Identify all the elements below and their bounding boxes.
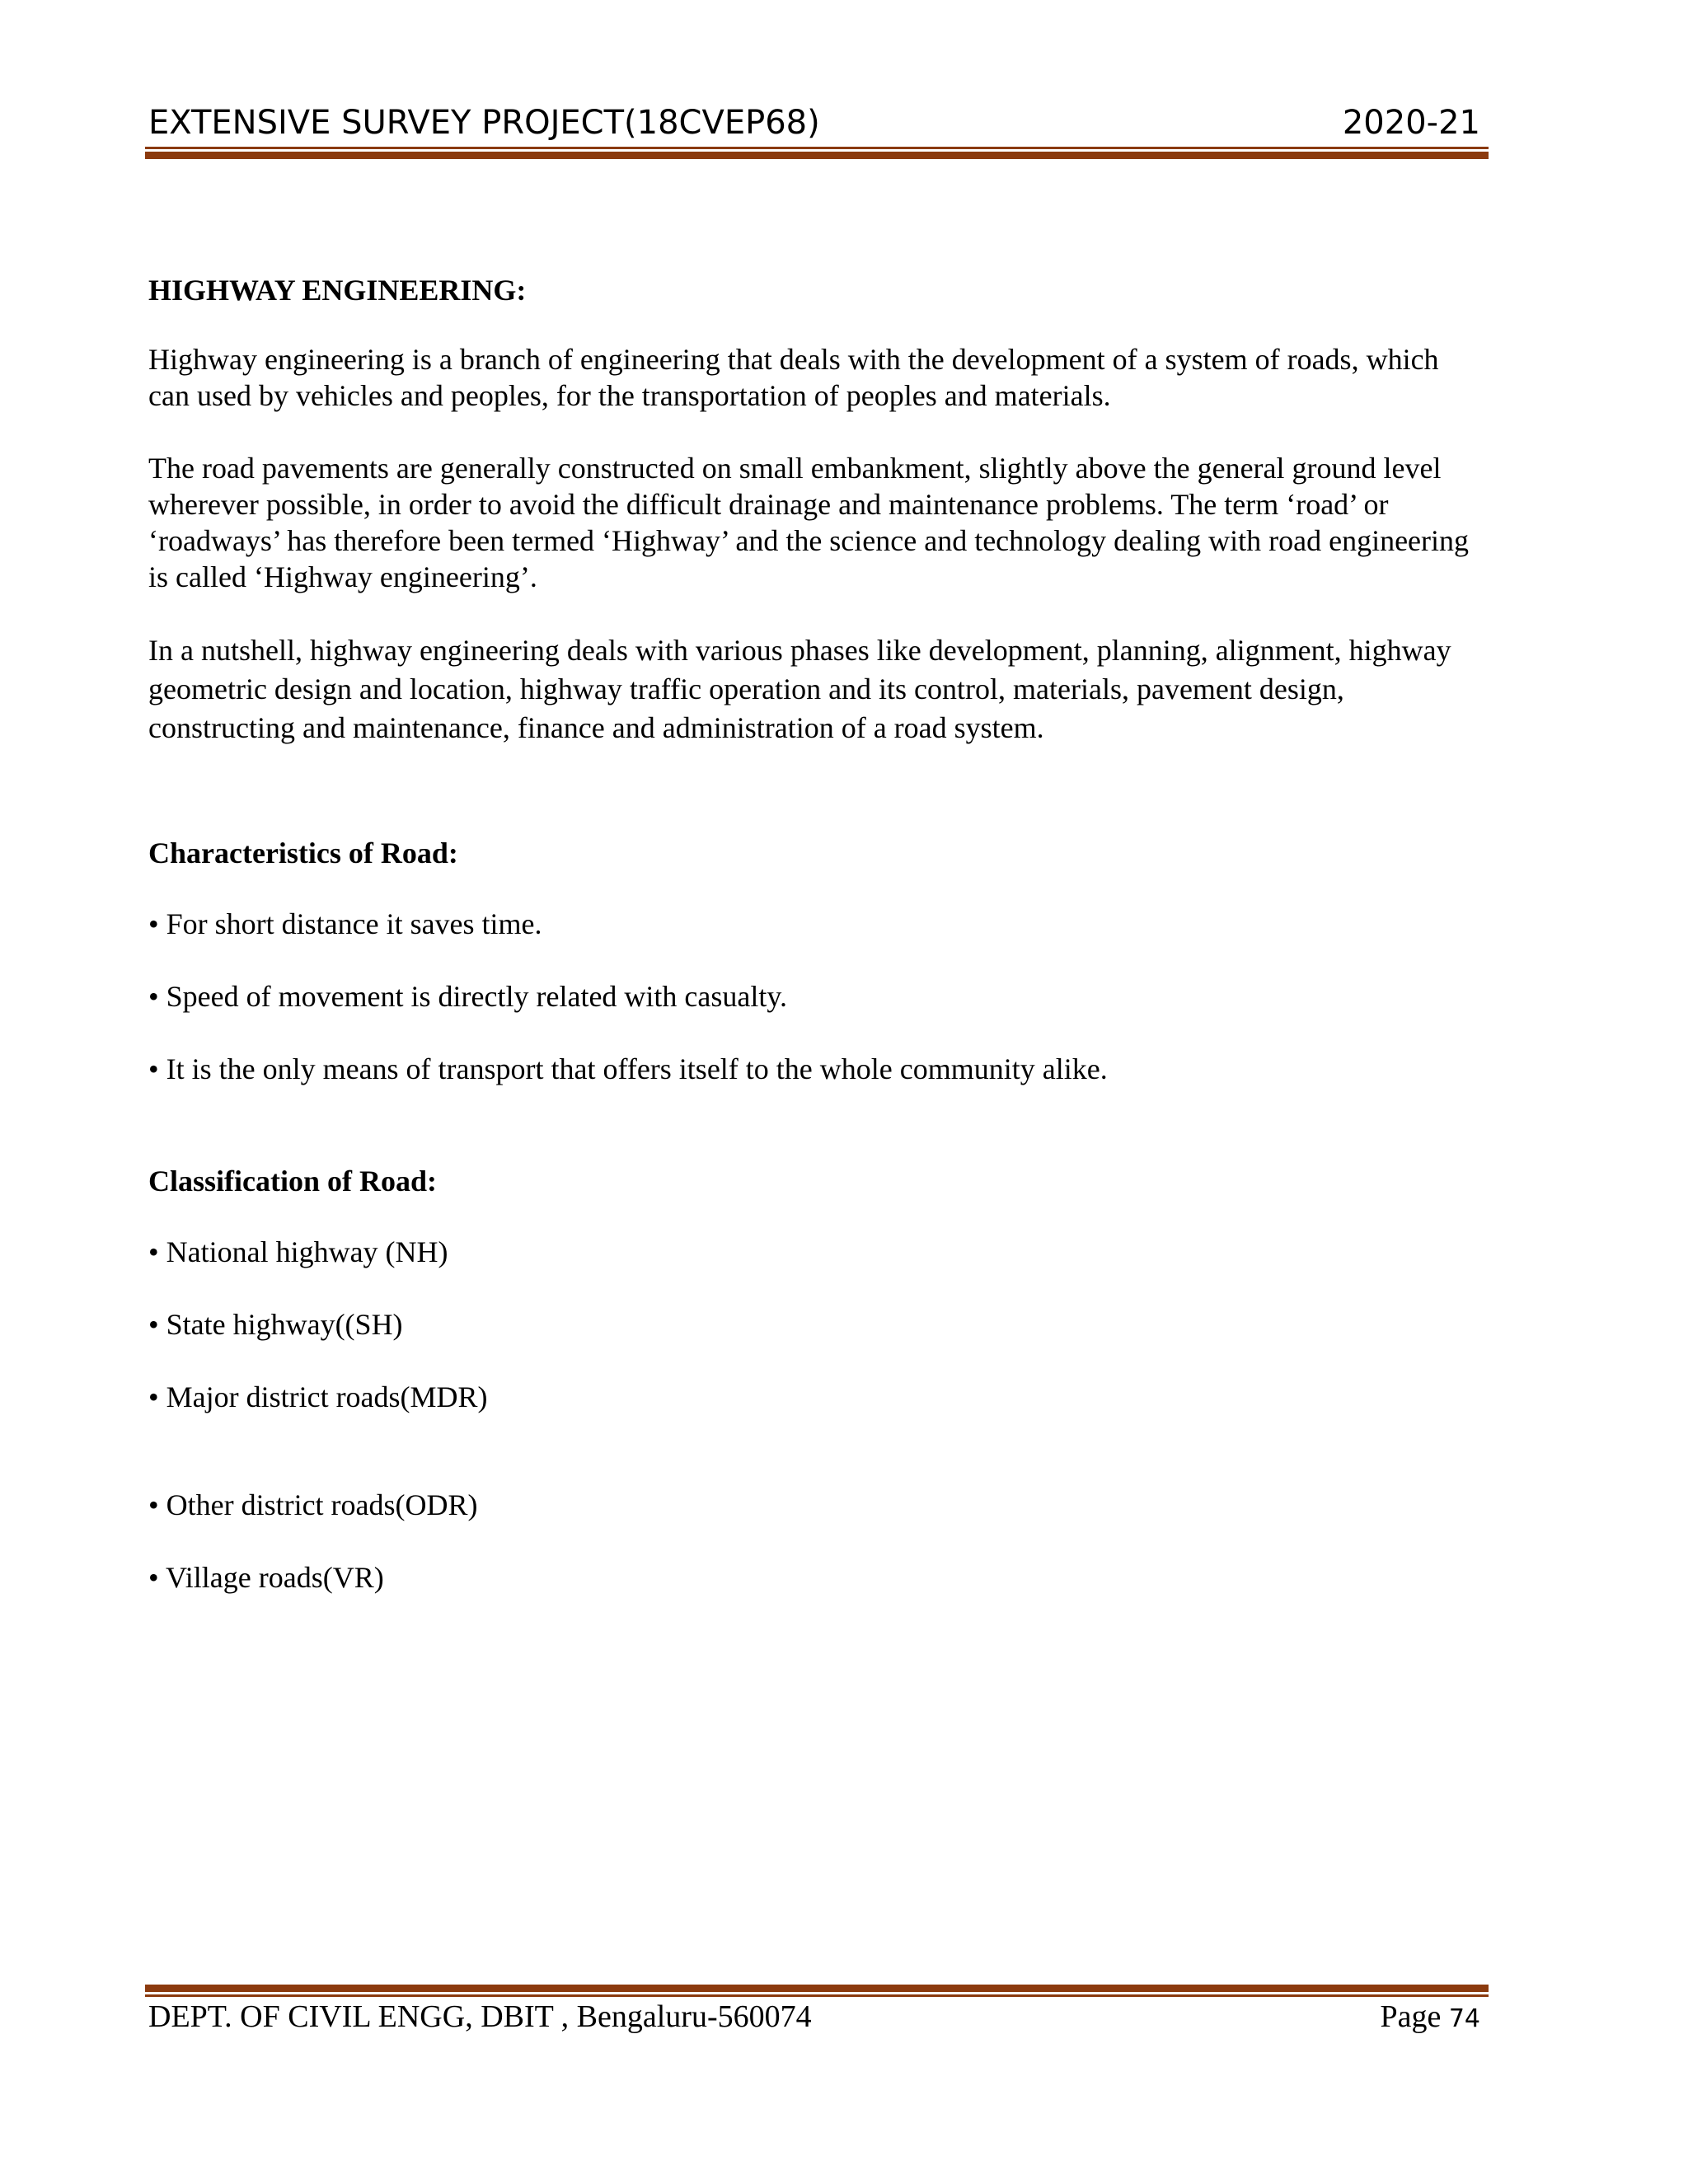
page-label: Page bbox=[1380, 1999, 1442, 2034]
paragraph-definition: Highway engineering is a branch of engineering that deals with the development of a system of roads, which can used by vehicles and peoples, for the transportation of peoples and materials. bbox=[148, 343, 1439, 412]
paragraph-nutshell: In a nutshell, highway engineering deals with various phases like development, planning, alignment, highway geometric design and location, highway traffic operation and its control, materials, pavement design, constructing and maintenance, finance and administration of a road system. bbox=[148, 634, 1451, 744]
footer-rule bbox=[145, 1985, 1489, 1997]
list-item: • State highway((SH) bbox=[148, 1308, 403, 1341]
header-year: 2020-21 bbox=[1342, 104, 1480, 142]
header-title: EXTENSIVE SURVEY PROJECT(18CVEP68) bbox=[148, 104, 820, 142]
section-heading-characteristics: Characteristics of Road: bbox=[148, 837, 458, 869]
list-item: • For short distance it saves time. bbox=[148, 907, 542, 940]
list-item: • It is the only means of transport that offers itself to the whole community alike. bbox=[148, 1052, 1108, 1085]
section-heading-highway: HIGHWAY ENGINEERING: bbox=[148, 274, 527, 307]
page-header bbox=[148, 99, 1484, 148]
section-heading-classification: Classification of Road: bbox=[148, 1165, 437, 1197]
page-number-value: 74 bbox=[1448, 2004, 1480, 2033]
header-rule bbox=[145, 147, 1489, 159]
list-item: • Other district roads(ODR) bbox=[148, 1488, 478, 1521]
page-content bbox=[148, 272, 1484, 1596]
page-footer bbox=[148, 1999, 1484, 2040]
list-item: • Speed of movement is directly related with casualty. bbox=[148, 980, 788, 1013]
footer-department: DEPT. OF CIVIL ENGG, DBIT , Bengaluru-560074 bbox=[148, 1999, 812, 2034]
page-number bbox=[1380, 1999, 1480, 2035]
list-item: • Village roads(VR) bbox=[148, 1561, 384, 1594]
list-item: • Major district roads(MDR) bbox=[148, 1380, 488, 1413]
list-item: • National highway (NH) bbox=[148, 1235, 448, 1268]
paragraph-pavements: The road pavements are generally constructed on small embankment, slightly above the general ground level wherever possible, in order to avoid the difficult drainage and maintenance problems. The term ‘road’ or ‘roadways’ has therefore been termed ‘Highway’ and the science and technology dealing with road engineering is called ‘Highway engineering’. bbox=[148, 452, 1470, 593]
